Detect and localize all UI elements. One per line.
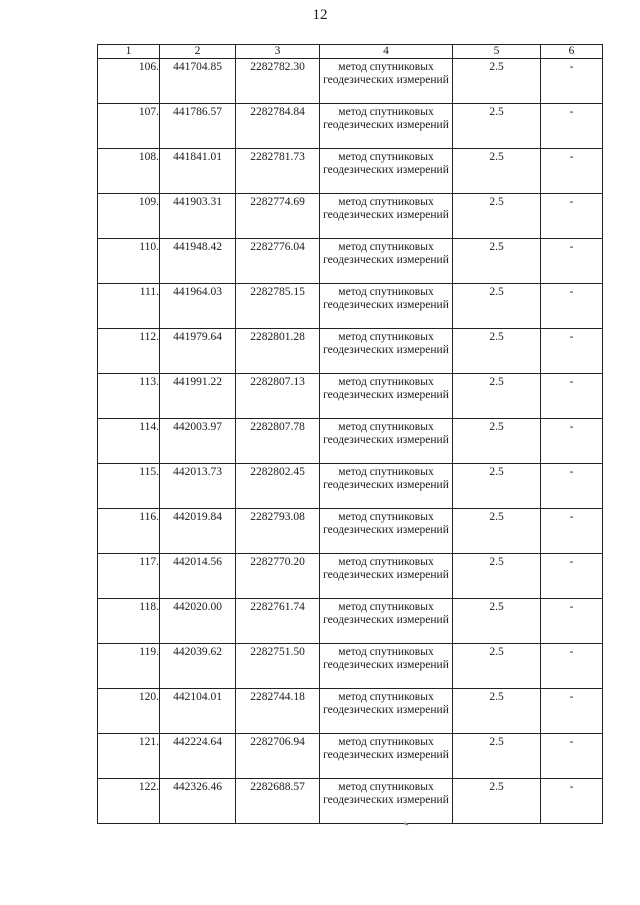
accuracy-cell: 2.5	[453, 689, 541, 734]
method-cell: метод спутниковых геодезических измерений	[320, 419, 453, 464]
y-coordinate-cell: 2282774.69	[236, 194, 320, 239]
y-coordinate-cell: 2282807.78	[236, 419, 320, 464]
table-row	[98, 239, 603, 284]
note-cell: -	[541, 779, 603, 824]
y-coordinate-cell: 2282706.94	[236, 734, 320, 779]
header-col-1: 1	[98, 45, 160, 59]
accuracy-cell: 2.5	[453, 554, 541, 599]
point-number-cell: 115.	[98, 464, 160, 509]
method-cell: метод спутниковых геодезических измерений	[320, 284, 453, 329]
table-row	[98, 464, 603, 509]
accuracy-cell: 2.5	[453, 734, 541, 779]
method-cell: метод спутниковых геодезических измерений	[320, 104, 453, 149]
note-cell: -	[541, 464, 603, 509]
table-row	[98, 284, 603, 329]
note-cell: -	[541, 554, 603, 599]
method-cell: метод спутниковых геодезических измерений	[320, 59, 453, 104]
point-number-cell: 110.	[98, 239, 160, 284]
point-number-cell: 107.	[98, 104, 160, 149]
note-cell: -	[541, 329, 603, 374]
point-number-cell: 118.	[98, 599, 160, 644]
note-cell: -	[541, 194, 603, 239]
note-cell: -	[541, 239, 603, 284]
table-row	[98, 599, 603, 644]
method-cell: метод спутниковых геодезических измерений	[320, 194, 453, 239]
accuracy-cell: 2.5	[453, 104, 541, 149]
y-coordinate-cell: 2282781.73	[236, 149, 320, 194]
method-cell: метод спутниковых геодезических измерений	[320, 509, 453, 554]
x-coordinate-cell: 441991.22	[160, 374, 236, 419]
point-number-cell: 122.	[98, 779, 160, 824]
x-coordinate-cell: 441948.42	[160, 239, 236, 284]
x-coordinate-cell: 442019.84	[160, 509, 236, 554]
note-cell: -	[541, 419, 603, 464]
x-coordinate-cell: 442003.97	[160, 419, 236, 464]
x-coordinate-cell: 441704.85	[160, 59, 236, 104]
x-coordinate-cell: 441903.31	[160, 194, 236, 239]
accuracy-cell: 2.5	[453, 329, 541, 374]
note-cell: -	[541, 644, 603, 689]
accuracy-cell: 2.5	[453, 419, 541, 464]
y-coordinate-cell: 2282761.74	[236, 599, 320, 644]
y-coordinate-cell: 2282802.45	[236, 464, 320, 509]
y-coordinate-cell: 2282744.18	[236, 689, 320, 734]
method-cell: метод спутниковых геодезических измерений	[320, 239, 453, 284]
header-col-3: 3	[236, 45, 320, 59]
point-number-cell: 111.	[98, 284, 160, 329]
method-cell: метод спутниковых геодезических измерений	[320, 734, 453, 779]
table-row	[98, 374, 603, 419]
table-header-row	[98, 45, 603, 59]
note-cell: -	[541, 689, 603, 734]
x-coordinate-cell: 441786.57	[160, 104, 236, 149]
y-coordinate-cell: 2282793.08	[236, 509, 320, 554]
y-coordinate-cell: 2282751.50	[236, 644, 320, 689]
accuracy-cell: 2.5	[453, 599, 541, 644]
x-coordinate-cell: 442104.01	[160, 689, 236, 734]
note-cell: -	[541, 284, 603, 329]
accuracy-cell: 2.5	[453, 779, 541, 824]
x-coordinate-cell: 442013.73	[160, 464, 236, 509]
x-coordinate-cell: 442039.62	[160, 644, 236, 689]
point-number-cell: 114.	[98, 419, 160, 464]
point-number-cell: 120.	[98, 689, 160, 734]
method-cell: метод спутниковых геодезических измерений	[320, 374, 453, 419]
point-number-cell: 109.	[98, 194, 160, 239]
y-coordinate-cell: 2282688.57	[236, 779, 320, 824]
method-cell: метод спутниковых геодезических измерений	[320, 644, 453, 689]
table-row	[98, 194, 603, 239]
table-row	[98, 509, 603, 554]
y-coordinate-cell: 2282801.28	[236, 329, 320, 374]
header-col-5: 5	[453, 45, 541, 59]
note-cell: -	[541, 599, 603, 644]
note-cell: -	[541, 509, 603, 554]
method-cell: метод спутниковых геодезических измерений	[320, 554, 453, 599]
y-coordinate-cell: 2282784.84	[236, 104, 320, 149]
method-cell: метод спутниковых геодезических измерений	[320, 689, 453, 734]
accuracy-cell: 2.5	[453, 194, 541, 239]
accuracy-cell: 2.5	[453, 284, 541, 329]
method-cell: метод спутниковых геодезических измерений	[320, 599, 453, 644]
point-number-cell: 116.	[98, 509, 160, 554]
method-cell: метод спутниковых геодезических измерений	[320, 779, 453, 824]
accuracy-cell: 2.5	[453, 374, 541, 419]
x-coordinate-cell: 442020.00	[160, 599, 236, 644]
note-cell: -	[541, 374, 603, 419]
accuracy-cell: 2.5	[453, 644, 541, 689]
table-row	[98, 779, 603, 824]
scan-speck	[404, 822, 408, 826]
point-number-cell: 112.	[98, 329, 160, 374]
accuracy-cell: 2.5	[453, 464, 541, 509]
table-row	[98, 419, 603, 464]
header-col-2: 2	[160, 45, 236, 59]
note-cell: -	[541, 59, 603, 104]
x-coordinate-cell: 442224.64	[160, 734, 236, 779]
note-cell: -	[541, 149, 603, 194]
point-number-cell: 119.	[98, 644, 160, 689]
accuracy-cell: 2.5	[453, 59, 541, 104]
x-coordinate-cell: 441964.03	[160, 284, 236, 329]
y-coordinate-cell: 2282770.20	[236, 554, 320, 599]
table-row	[98, 644, 603, 689]
header-col-4: 4	[320, 45, 453, 59]
point-number-cell: 108.	[98, 149, 160, 194]
method-cell: метод спутниковых геодезических измерений	[320, 329, 453, 374]
table-row	[98, 689, 603, 734]
x-coordinate-cell: 442326.46	[160, 779, 236, 824]
accuracy-cell: 2.5	[453, 509, 541, 554]
method-cell: метод спутниковых геодезических измерений	[320, 464, 453, 509]
point-number-cell: 106.	[98, 59, 160, 104]
point-number-cell: 113.	[98, 374, 160, 419]
method-cell: метод спутниковых геодезических измерений	[320, 149, 453, 194]
x-coordinate-cell: 441841.01	[160, 149, 236, 194]
table-row	[98, 59, 603, 104]
y-coordinate-cell: 2282807.13	[236, 374, 320, 419]
note-cell: -	[541, 104, 603, 149]
y-coordinate-cell: 2282785.15	[236, 284, 320, 329]
table-row	[98, 329, 603, 374]
y-coordinate-cell: 2282782.30	[236, 59, 320, 104]
y-coordinate-cell: 2282776.04	[236, 239, 320, 284]
x-coordinate-cell: 441979.64	[160, 329, 236, 374]
header-col-6: 6	[541, 45, 603, 59]
x-coordinate-cell: 442014.56	[160, 554, 236, 599]
table-row	[98, 149, 603, 194]
table-row	[98, 104, 603, 149]
page-number: 12	[312, 7, 328, 23]
point-number-cell: 117.	[98, 554, 160, 599]
coordinates-table	[97, 44, 603, 824]
table-row	[98, 734, 603, 779]
note-cell: -	[541, 734, 603, 779]
table-row	[98, 554, 603, 599]
table-body	[98, 59, 603, 824]
accuracy-cell: 2.5	[453, 239, 541, 284]
accuracy-cell: 2.5	[453, 149, 541, 194]
point-number-cell: 121.	[98, 734, 160, 779]
